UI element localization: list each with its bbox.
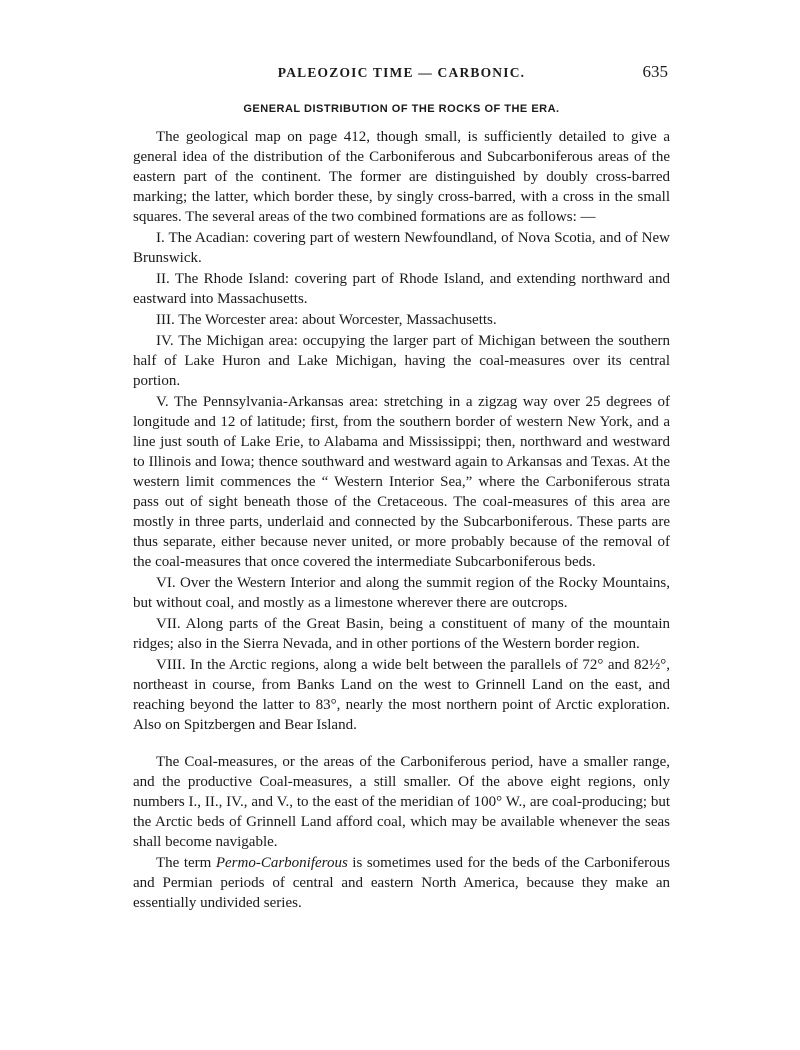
area-item-2: [133, 269, 670, 309]
area-numeral: I.: [156, 230, 165, 246]
page-number: 635: [642, 62, 668, 81]
permo-term: Permo-Carboniferous: [215, 855, 348, 871]
area-text: Over the Western Interior and along the summit region of the Rocky Mountains, but without coal, and mostly as a limestone wherever there are outcrops.: [133, 575, 670, 611]
area-item-5: [133, 392, 670, 572]
section-heading: GENERAL DISTRIBUTION OF THE ROCKS OF THE ERA.: [243, 103, 560, 115]
area-text: The Pennsylvania-Arkansas area: stretching in a zigzag way over 25 degrees of longitude and 12 of latitude; first, from the southern border of western New York, and a line just south of Lake Erie, to Alabama and Mississippi; then, northward and westward to Illinois and Iowa; thence southward and westward again to Arkansas and Texas. At the western limit commences the “ Western Interior Sea,” where the Carboniferous strata pass out of sight beneath those of the Cretaceous. The coal-measures of this area are mostly in three parts, underlaid and connected by the Subcarboniferous. These parts are thus separate, either because never united, or more probably because of the removal of the coal-measures that once covered the intermediate Subcarboniferous beds.: [133, 394, 670, 570]
area-item-7: [133, 614, 670, 654]
area-numeral: VIII.: [156, 657, 186, 673]
area-item-1: [133, 228, 670, 268]
permo-carboniferous-paragraph: [133, 853, 670, 913]
area-text: The Acadian: covering part of western Newfoundland, of Nova Scotia, and of New Brunswick.: [133, 230, 671, 266]
area-numeral: II.: [156, 271, 170, 287]
area-numeral: VII.: [156, 616, 181, 632]
area-item-6: [133, 573, 670, 613]
permo-before: The term: [156, 855, 216, 871]
running-title: PALEOZOIC TIME — CARBONIC.: [277, 65, 526, 80]
paragraph-gap: [133, 736, 670, 752]
area-numeral: IV.: [156, 333, 174, 349]
area-text: The Worcester area: about Worcester, Massachusetts.: [178, 312, 497, 328]
body-text: [133, 127, 670, 914]
running-head: [133, 62, 670, 84]
area-numeral: III.: [156, 312, 175, 328]
area-item-8: [133, 655, 670, 735]
area-item-4: [133, 331, 670, 391]
area-text: Along parts of the Great Basin, being a constituent of many of the mountain ridges; also in the Sierra Nevada, and in other portions of the Western border region.: [133, 616, 670, 652]
area-numeral: VI.: [156, 575, 176, 591]
intro-paragraph: The geological map on page 412, though small, is sufficiently detailed to give a general idea of the distribution of the Carboniferous and Subcarboniferous areas of the eastern part of the continent. The former are distinguished by doubly cross-barred marking; the latter, which border these, by singly cross-barred, with a cross in the small squares. The several areas of the two combined formations are as follows: —: [133, 129, 670, 225]
area-item-3: [133, 310, 670, 330]
permo-after: is sometimes used for the beds of the Carboniferous and Permian periods of central and eastern North America, because they make an essentially undivided series.: [133, 855, 671, 911]
area-text: The Michigan area: occupying the larger part of Michigan between the southern half of Lake Huron and Lake Michigan, having the coal-measures over its central portion.: [133, 333, 670, 389]
area-numeral: V.: [156, 394, 169, 410]
area-text: In the Arctic regions, along a wide belt between the parallels of 72° and 82½°, northeast in course, from Banks Land on the west to Grinnell Land on the east, and reaching beyond the latter to 83°, nearly the most northern point of Arctic exploration. Also on Spitzbergen and Bear Island.: [133, 657, 670, 733]
area-text: The Rhode Island: covering part of Rhode Island, and extending northward and eastward into Massachusetts.: [133, 271, 670, 307]
coal-measures-paragraph: The Coal-measures, or the areas of the Carboniferous period, have a smaller range, and the productive Coal-measures, a still smaller. Of the above eight regions, only numbers I., II., IV., and V., to the east of the meridian of 100° W., are coal-producing; but the Arctic beds of Grinnell Land afford coal, which may be available whenever the seas shall become navigable.: [133, 754, 670, 850]
